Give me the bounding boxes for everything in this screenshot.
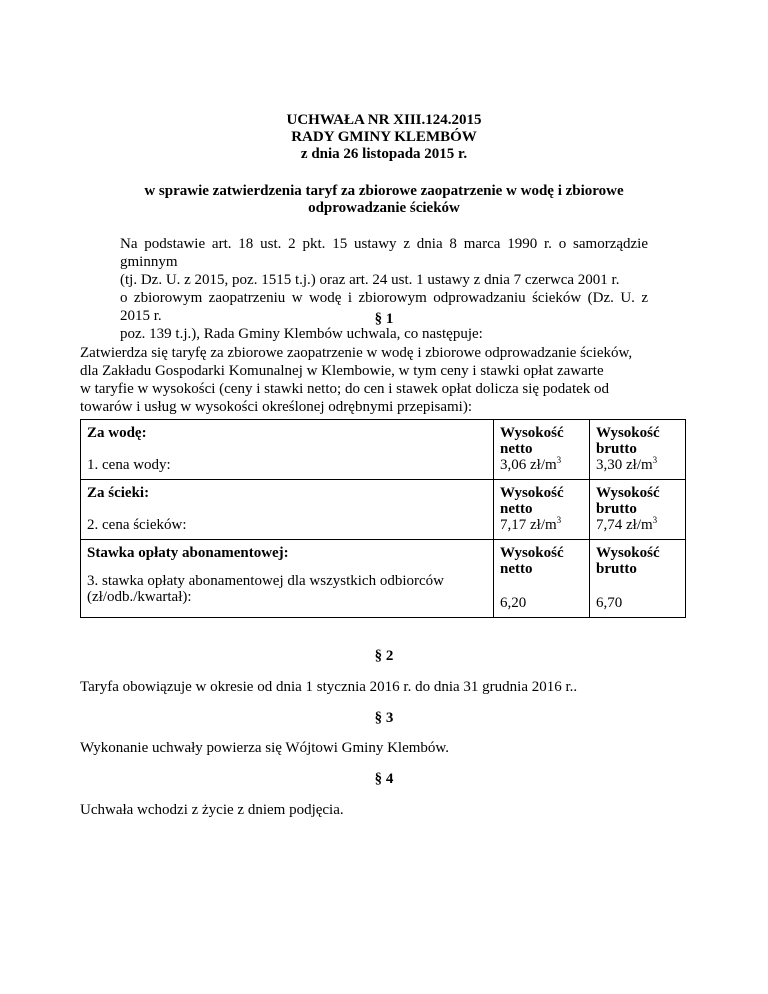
- water-gross-cell: [590, 420, 686, 480]
- net-heading: Wysokość: [500, 545, 564, 561]
- section-2-text: Taryfa obowiązuje w okresie od dnia 1 stycznia 2016 r. do dnia 31 grudnia 2016 r..: [80, 679, 578, 695]
- section-3-text: Wykonanie uchwały powierza się Wójtowi Gminy Klembów.: [80, 740, 450, 756]
- resolution-subject: [120, 183, 648, 217]
- sewage-net-value: 7,17 $zł/m^3$: [500, 515, 562, 533]
- table-row: [81, 480, 686, 540]
- table-row: [81, 420, 686, 480]
- gross-subheading: brutto: [596, 441, 637, 457]
- subscription-gross-cell: [590, 540, 686, 618]
- subject-line-1: w sprawie zatwierdzenia taryf za zbiorowe zaopatrzenie w wodę i zbiorowe: [144, 183, 624, 199]
- tariff-table: [80, 419, 686, 618]
- gross-heading: Wysokość: [596, 485, 660, 501]
- sewage-net-cell: [494, 480, 590, 540]
- subject-line-2: odprowadzanie ścieków: [308, 200, 460, 216]
- table-row: [81, 540, 686, 618]
- net-heading: Wysokość: [500, 425, 564, 441]
- section-1-line-2: dla Zakładu Gospodarki Komunalnej w Klembowie, w tym ceny i stawki opłat zawarte: [80, 363, 604, 379]
- section-2-heading: § 2: [374, 648, 394, 664]
- sewage-label-cell: [81, 480, 494, 540]
- section-1-heading: § 1: [374, 311, 394, 327]
- net-heading: Wysokość: [500, 485, 564, 501]
- water-heading: Za wodę:: [87, 425, 147, 441]
- subscription-item-line-2: (zł/odb./kwartał):: [87, 589, 192, 605]
- section-4-heading: § 4: [374, 771, 394, 787]
- sewage-heading: Za ścieki:: [87, 485, 150, 501]
- net-subheading: netto: [500, 441, 533, 457]
- gross-heading: Wysokość: [596, 425, 660, 441]
- section-3-heading: § 3: [374, 710, 394, 726]
- sewage-item: 2. cena ścieków:: [87, 517, 187, 533]
- net-subheading: netto: [500, 561, 533, 577]
- sewage-gross-value: 7,74 $zł/m^3$: [596, 515, 658, 533]
- water-label-cell: [81, 420, 494, 480]
- resolution-number: UCHWAŁA NR XIII.124.2015: [286, 112, 482, 128]
- preamble-line-2: (tj. Dz. U. z 2015, poz. 1515 t.j.) oraz art. 24 ust. 1 ustawy z dnia 7 czerwca 2001 r.: [120, 272, 620, 288]
- subscription-net-value: 6,20: [500, 595, 527, 611]
- section-1-text: [80, 344, 685, 416]
- sewage-gross-cell: [590, 480, 686, 540]
- preamble-line-3: o zbiorowym zaopatrzeniu w wodę i zbiorowym odprowadzaniu ścieków (Dz. U. z 2015 r.: [120, 290, 648, 324]
- water-net-value: 3,06 $zł/m^3$: [500, 455, 562, 473]
- resolution-header: [0, 112, 768, 163]
- gross-subheading: brutto: [596, 501, 637, 517]
- subscription-heading: Stawka opłaty abonamentowej:: [87, 545, 289, 561]
- resolution-date: z dnia 26 listopada 2015 r.: [300, 146, 468, 162]
- resolution-issuer: RADY GMINY KLEMBÓW: [291, 129, 477, 145]
- subscription-gross-value: 6,70: [596, 595, 623, 611]
- subscription-label-cell: [81, 540, 494, 618]
- section-4-text: Uchwała wchodzi z życie z dniem podjęcia.: [80, 802, 344, 818]
- net-subheading: netto: [500, 501, 533, 517]
- gross-subheading: brutto: [596, 561, 637, 577]
- gross-heading: Wysokość: [596, 545, 660, 561]
- water-net-cell: [494, 420, 590, 480]
- preamble-line-4: poz. 139 t.j.), Rada Gminy Klembów uchwala, co następuje:: [120, 326, 483, 342]
- water-item: 1. cena wody:: [87, 457, 171, 473]
- water-gross-value: 3,30 $zł/m^3$: [596, 455, 658, 473]
- section-1-line-3: w taryfie w wysokości (ceny i stawki netto; do cen i stawek opłat dolicza się podatek od: [80, 381, 610, 397]
- preamble-line-1: Na podstawie art. 18 ust. 2 pkt. 15 ustawy z dnia 8 marca 1990 r. o samorządzie gminnym: [120, 236, 648, 270]
- section-1-line-4: towarów i usług w wysokości określonej odrębnymi przepisami):: [80, 399, 473, 415]
- subscription-item-line-1: 3. stawka opłaty abonamentowej dla wszystkich odbiorców: [87, 573, 444, 589]
- subscription-net-cell: [494, 540, 590, 618]
- section-1-line-1: Zatwierdza się taryfę za zbiorowe zaopatrzenie w wodę i zbiorowe odprowadzanie ścieków,: [80, 345, 633, 361]
